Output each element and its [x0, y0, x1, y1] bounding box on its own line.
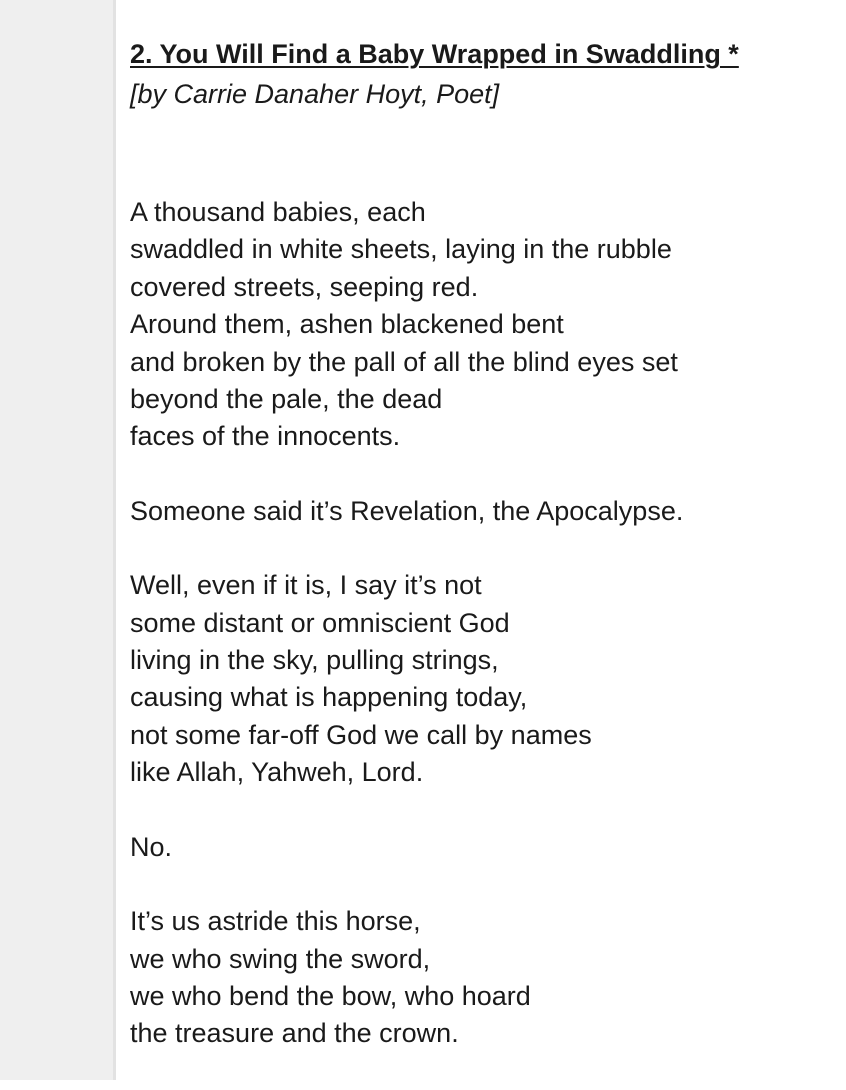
- document-page: [130, 34, 830, 1090]
- stanza: [130, 493, 830, 530]
- poem-line: we who swing the sword,: [130, 943, 431, 974]
- poem-line: the treasure and the crown.: [130, 1018, 459, 1049]
- poem-title: 2. You Will Find a Baby Wrapped in Swaddling *: [130, 39, 739, 69]
- stanza: [130, 567, 830, 791]
- poem-body: [130, 194, 830, 1053]
- poem-line: living in the sky, pulling strings,: [130, 645, 499, 676]
- poem-line: Around them, ashen blackened bent: [130, 309, 564, 340]
- poem-line: we who bend the bow, who hoard: [130, 980, 531, 1011]
- stanza: [130, 903, 830, 1053]
- poem-byline: [by Carrie Danaher Hoyt, Poet]: [130, 79, 500, 109]
- poem-line: causing what is happening today,: [130, 682, 528, 713]
- poem-line: It’s us astride this horse,: [130, 906, 421, 937]
- poem-line: Well, even if it is, I say it’s not: [130, 570, 482, 601]
- poem-line: not some far-off God we call by names: [130, 719, 592, 750]
- margin-divider: [113, 0, 116, 1080]
- stanza: [130, 829, 830, 866]
- stanza: [130, 194, 830, 456]
- poem-line: No.: [130, 831, 173, 862]
- poem-line: A thousand babies, each: [130, 197, 426, 227]
- left-margin-panel: [0, 0, 113, 1080]
- poem-line: swaddled in white sheets, laying in the rubble: [130, 234, 672, 265]
- poem-line: faces of the innocents.: [130, 421, 401, 452]
- poem-line: and broken by the pall of all the blind eyes set: [130, 346, 678, 377]
- poem-line: some distant or omniscient God: [130, 607, 510, 638]
- poem-line: beyond the pale, the dead: [130, 384, 443, 415]
- poem-line: covered streets, seeping red.: [130, 271, 479, 302]
- poem-line: Someone said it’s Revelation, the Apocalypse.: [130, 495, 684, 526]
- poem-line: like Allah, Yahweh, Lord.: [130, 757, 424, 788]
